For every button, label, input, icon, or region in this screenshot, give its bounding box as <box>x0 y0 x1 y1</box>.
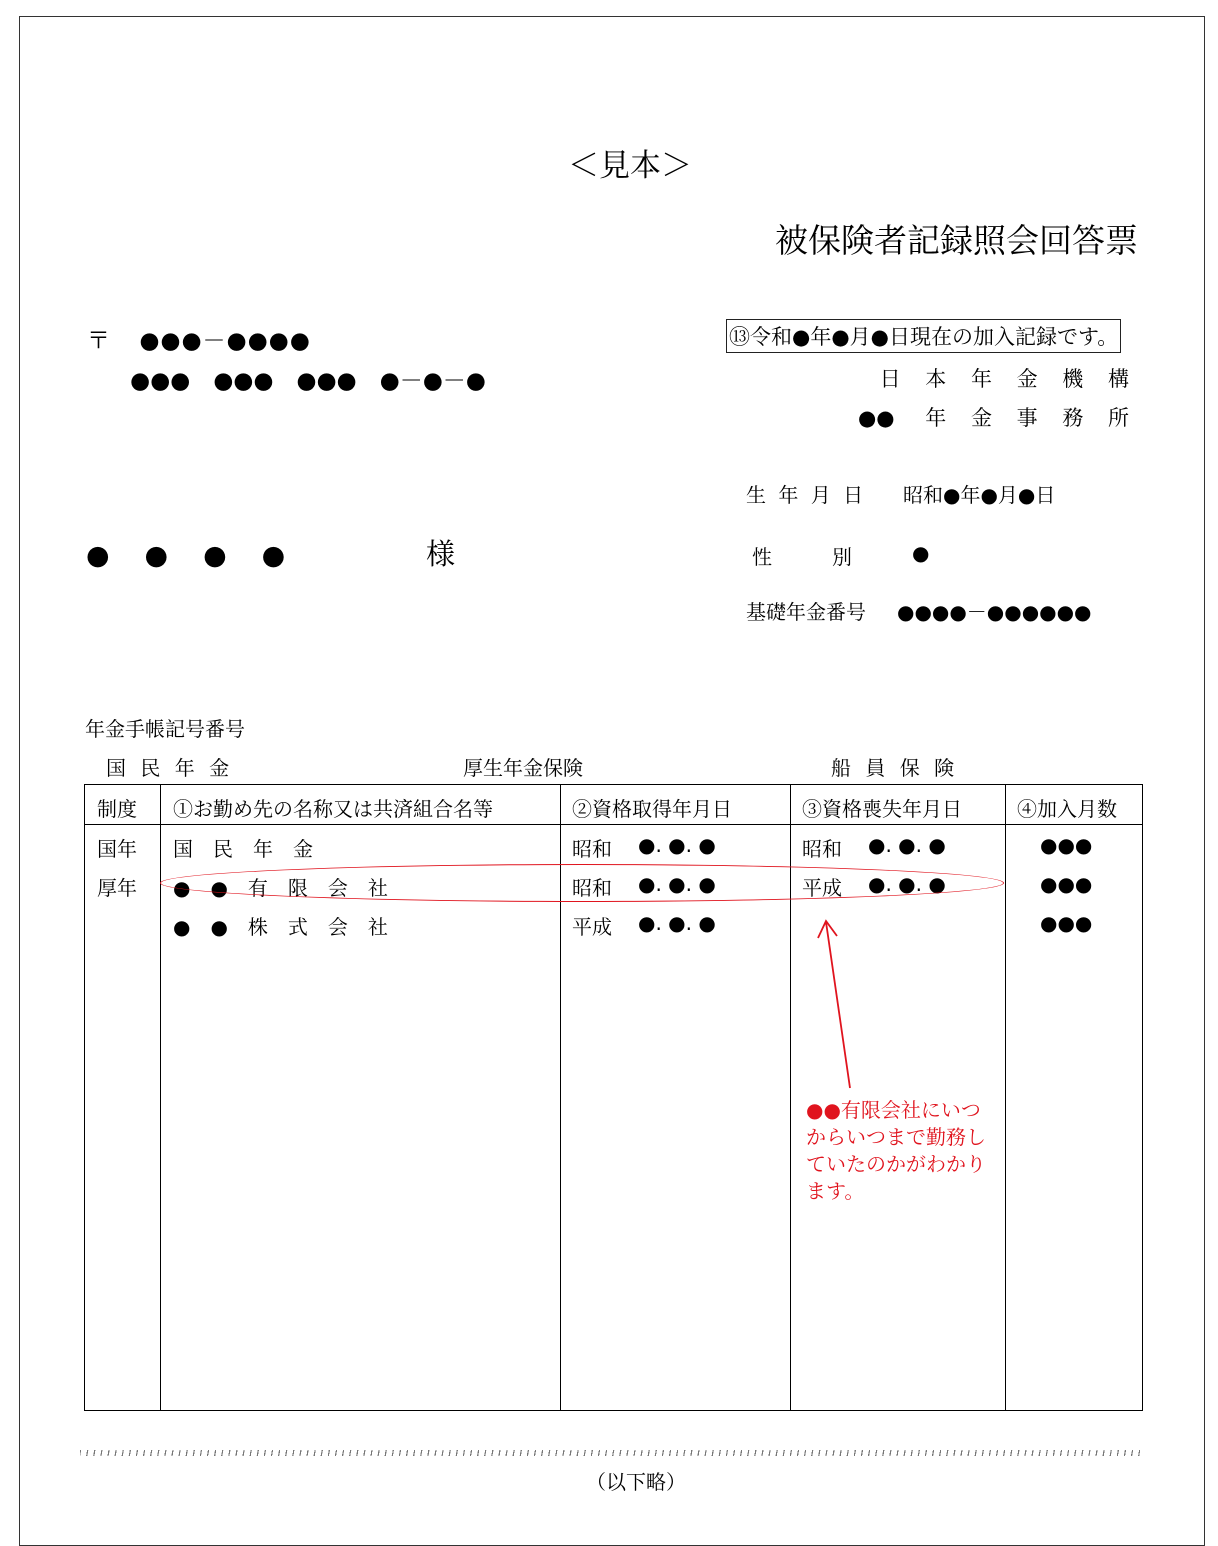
row3-acq-date: ●. ●. ● <box>638 911 716 935</box>
footer-omitted: （以下略） <box>586 1470 686 1494</box>
postal-code: ●●●－●●●● <box>139 328 311 354</box>
pension-number-label: 基礎年金番号 <box>746 600 866 624</box>
red-arrow-icon <box>818 921 850 1088</box>
row1-employer: 国 民 年 金 <box>173 837 313 861</box>
pension-number-value: ●●●●－●●●●●● <box>897 600 1092 624</box>
header-employer: ①お勤め先の名称又は共済組合名等 <box>173 797 493 821</box>
birth-label: 生 年 月 日 <box>746 483 867 507</box>
sample-label: ＜見本＞ <box>568 148 692 184</box>
row2-acq-date: ●. ●. ● <box>638 872 716 896</box>
row2-acq-era: 昭和 <box>572 876 612 900</box>
notebook-seaman: 船 員 保 険 <box>831 756 959 780</box>
row1-acq-date: ●. ●. ● <box>638 833 716 857</box>
notebook-label: 年金手帳記号番号 <box>85 717 245 741</box>
notebook-welfare: 厚生年金保険 <box>463 756 583 780</box>
office-name: ●● <box>857 406 895 430</box>
row1-system: 国年 <box>97 837 137 861</box>
row3-employer: ● ● 株 式 会 社 <box>173 915 388 939</box>
document-title: 被保険者記録照会回答票 <box>775 221 1138 260</box>
row1-loss-era: 昭和 <box>802 837 842 861</box>
row2-employer: ● ● 有 限 会 社 <box>173 876 388 900</box>
recipient-honorific: 様 <box>426 537 456 571</box>
address-line: ●●● ●●● ●●● ●－●－● <box>130 368 486 394</box>
row2-months: ●●● <box>1040 872 1093 896</box>
header-acquisition-date: ②資格取得年月日 <box>572 797 732 821</box>
header-system: 制度 <box>97 797 137 821</box>
row1-months: ●●● <box>1040 833 1093 857</box>
annotation-note: ●●有限会社にいつからいつまで勤務していたのかがわかります。 <box>806 1098 986 1203</box>
sex-value: ● <box>912 541 930 565</box>
row1-loss-date: ●. ●. ● <box>868 833 946 857</box>
row2-loss-date: ●. ●. ● <box>868 872 946 896</box>
postal-mark: 〒 <box>87 328 110 354</box>
birth-value: 昭和●年●月●日 <box>903 483 1056 507</box>
header-loss-date: ③資格喪失年月日 <box>802 797 962 821</box>
row2-loss-era: 平成 <box>802 876 842 900</box>
record-date-note: ⑬令和●年●月●日現在の加入記録です。 <box>726 319 1121 353</box>
sex-label: 性 別 <box>752 545 852 569</box>
issuer-org: 日 本 年 金 機 構 <box>879 367 1138 391</box>
header-months: ④加入月数 <box>1017 797 1117 821</box>
row3-months: ●●● <box>1040 911 1093 935</box>
recipient-name: ● ● ● ● <box>86 540 290 571</box>
notebook-national: 国 民 年 金 <box>106 756 234 780</box>
row1-acq-era: 昭和 <box>572 837 612 861</box>
row2-system: 厚年 <box>97 876 137 900</box>
office-label: 年 金 事 務 所 <box>925 406 1138 430</box>
row3-acq-era: 平成 <box>572 915 612 939</box>
cut-line <box>80 1450 1140 1456</box>
